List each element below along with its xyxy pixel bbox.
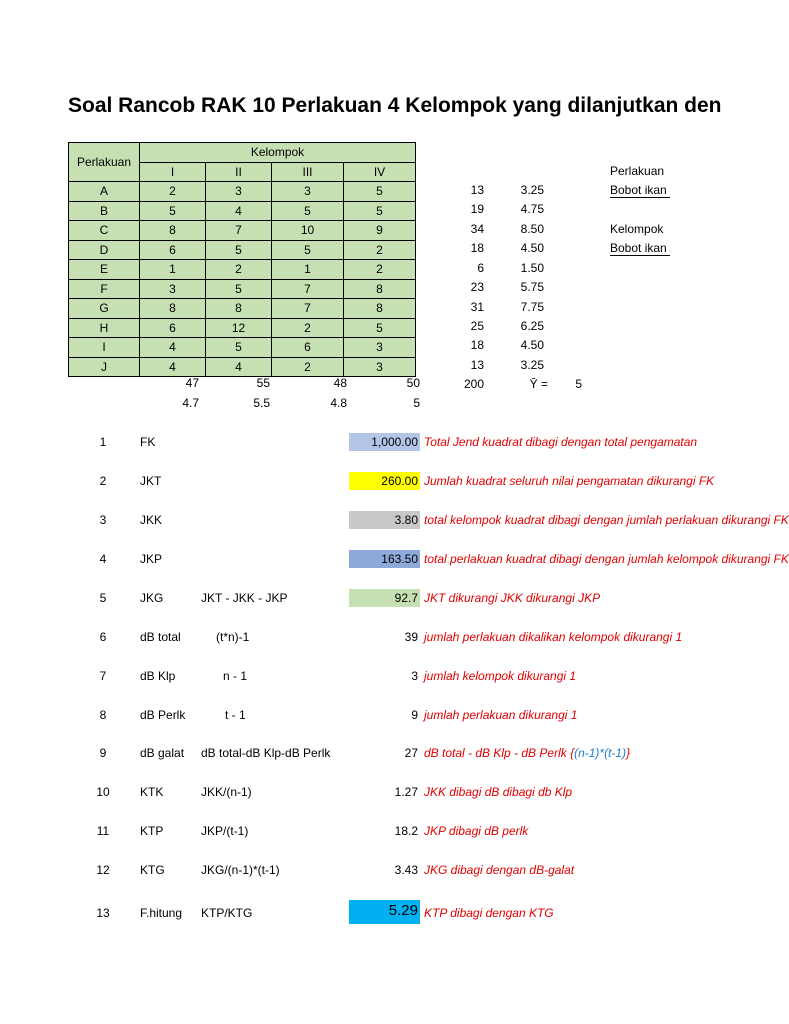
col-mean-4[interactable]: 5 [413,396,420,410]
calc-row-db-galat [0,746,768,766]
calc-code: JKG [140,591,164,605]
calc-number: 4 [99,552,107,566]
calc-row-ktg [0,863,768,883]
col-mean-3[interactable]: 4.8 [330,396,347,410]
row-mean[interactable]: 4.50 [520,241,544,255]
value-cell[interactable]: 5 [344,182,416,202]
calc-code: JKK [140,513,163,527]
value-cell[interactable]: 7 [272,279,344,299]
data-table [68,142,416,377]
calc-row-ktk [0,785,768,805]
value-cell[interactable]: 12 [206,318,272,338]
calc-code: dB Perlk [140,708,186,722]
calc-note: jumlah perlakuan dikurangi 1 [424,708,578,722]
row-total[interactable]: 25 [470,319,484,333]
calc-row-fk [0,435,768,455]
calc-value[interactable]: 1.27 [394,785,418,799]
row-mean[interactable]: 3.25 [520,358,544,372]
value-cell[interactable]: 8 [344,299,416,319]
calc-code: dB Klp [140,669,176,683]
value-cell[interactable]: 10 [272,221,344,241]
calc-row-jkp [0,552,789,572]
table-row [69,221,416,241]
calc-value[interactable]: 3.43 [394,863,418,877]
value-cell[interactable]: 2 [344,260,416,280]
row-total[interactable]: 34 [470,222,484,236]
value-cell[interactable]: 3 [272,182,344,202]
value-cell[interactable]: 2 [272,357,344,377]
value-cell[interactable]: 5 [206,279,272,299]
row-mean[interactable]: 4.50 [520,338,544,352]
value-cell[interactable]: 7 [206,221,272,241]
treatment-cell[interactable]: B [69,201,140,221]
calc-number: 1 [99,435,107,449]
value-cell[interactable]: 5 [344,201,416,221]
value-cell[interactable]: 4 [206,357,272,377]
row-total[interactable]: 19 [470,202,484,216]
calc-note: JKG dibagi dengan dB-galat [424,863,575,877]
treatment-cell[interactable]: J [69,357,140,377]
side-label-perlakuan: Perlakuan [610,164,665,178]
row-mean[interactable]: 4.75 [520,202,544,216]
value-cell[interactable]: 6 [140,318,206,338]
row-mean[interactable]: 8.50 [520,222,544,236]
value-cell[interactable]: 5 [344,318,416,338]
calc-value[interactable]: 27 [404,746,418,760]
row-mean[interactable]: 3.25 [520,183,544,197]
calc-note: Total Jend kuadrat dibagi dengan total pengamatan [424,435,698,449]
calc-number: 3 [99,513,107,527]
value-cell[interactable]: 5 [206,338,272,358]
calc-note: jumlah perlakuan dikalikan kelompok dikurangi 1 [424,630,683,644]
calc-number: 7 [99,669,107,683]
calc-value[interactable]: 163.50 [349,550,420,568]
value-cell[interactable]: 6 [272,338,344,358]
row-total[interactable]: 23 [470,280,484,294]
side-label-bobot-1: Bobot ikan [610,183,670,198]
col-sum-1[interactable]: 47 [185,376,199,390]
calc-row-db-klp [0,669,768,689]
value-cell[interactable]: 8 [140,299,206,319]
row-mean[interactable]: 5.75 [520,280,544,294]
value-cell[interactable]: 1 [272,260,344,280]
calc-row-db-total [0,630,768,650]
table-row [69,299,416,319]
calc-note: Jumlah kuadrat seluruh nilai pengamatan dikurangi FK [424,474,715,488]
calc-note: jumlah kelompok dikurangi 1 [424,669,577,683]
calc-formula: JKT - JKK - JKP [201,591,288,605]
calc-formula: dB total-dB Klp-dB Perlk [201,746,331,760]
calc-note: JKP dibagi dB perlk [424,824,529,838]
treatment-cell[interactable]: E [69,260,140,280]
value-cell[interactable]: 1 [140,260,206,280]
value-cell[interactable]: 9 [344,221,416,241]
table-row [69,260,416,280]
table-row [69,182,416,202]
treatment-cell[interactable]: D [69,240,140,260]
header-group-1[interactable]: I [140,162,206,182]
calc-formula: n - 1 [223,669,248,683]
value-cell[interactable]: 4 [206,201,272,221]
value-cell[interactable]: 3 [344,357,416,377]
table-header-row [69,143,416,163]
table-row [69,240,416,260]
calc-number: 2 [99,474,107,488]
value-cell[interactable]: 2 [140,182,206,202]
row-total[interactable]: 31 [470,300,484,314]
treatment-cell[interactable]: I [69,338,140,358]
calc-number: 12 [96,863,110,877]
calc-code: FK [140,435,156,449]
table-row [69,279,416,299]
calc-note: JKT dikurangi JKK dikurangi JKP [424,591,601,605]
col-sum-3[interactable]: 48 [333,376,347,390]
treatment-cell[interactable]: F [69,279,140,299]
header-group-4[interactable]: IV [344,162,416,182]
calc-value[interactable]: 18.2 [394,824,418,838]
calc-row-jkg [0,591,768,611]
grand-mean[interactable]: 5 [575,377,582,391]
value-cell[interactable]: 8 [140,221,206,241]
value-cell[interactable]: 3 [344,338,416,358]
calc-code: dB total [140,630,181,644]
row-total[interactable]: 13 [470,358,484,372]
calc-value[interactable]: 39 [404,630,418,644]
calc-row-ktp [0,824,768,844]
calc-code: KTG [140,863,165,877]
grand-mean-label: Ȳ = [529,377,548,391]
row-total[interactable]: 6 [477,261,484,275]
value-cell[interactable]: 5 [272,240,344,260]
col-mean-2[interactable]: 5.5 [253,396,270,410]
table-row [69,201,416,221]
calc-number: 5 [99,591,107,605]
calc-note [424,746,672,760]
calc-value[interactable]: 92.7 [349,589,420,607]
header-group-3[interactable]: III [272,162,344,182]
page-title: Soal Rancob RAK 10 Perlakuan 4 Kelompok yang dilanjutkan den [68,94,722,117]
calc-number: 8 [99,708,107,722]
calc-note: total kelompok kuadrat dibagi dengan jumlah perlakuan dikurangi FK [424,513,789,527]
calc-code: JKT [140,474,162,488]
value-cell[interactable]: 8 [206,299,272,319]
calc-formula: JKK/(n-1) [201,785,252,799]
calc-note-text: dB total - dB Klp - dB Perlk { [424,746,575,760]
value-cell[interactable]: 5 [206,240,272,260]
col-mean-1[interactable]: 4.7 [182,396,199,410]
value-cell[interactable]: 2 [206,260,272,280]
calc-note-formula: (n-1)*(t-1) [574,746,627,760]
col-sum-4[interactable]: 50 [406,376,420,390]
treatment-cell[interactable]: C [69,221,140,241]
calc-formula: KTP/KTG [201,906,253,920]
table-row [69,338,416,358]
calc-value[interactable]: 260.00 [349,472,420,490]
calc-row-jkk [0,513,789,533]
calc-note: total perlakuan kuadrat dibagi dengan jumlah kelompok dikurangi FK [424,552,789,566]
value-cell[interactable]: 5 [272,201,344,221]
calc-number: 6 [99,630,107,644]
row-total[interactable]: 18 [470,241,484,255]
calc-code: KTP [140,824,164,838]
calc-formula: (t*n)-1 [216,630,250,644]
value-cell[interactable]: 3 [140,279,206,299]
calc-row-db-perlk [0,708,768,728]
row-mean[interactable]: 1.50 [520,261,544,275]
value-cell[interactable]: 4 [140,338,206,358]
col-sum-2[interactable]: 55 [256,376,270,390]
calc-value[interactable]: 3 [411,669,418,683]
calc-formula: JKP/(t-1) [201,824,249,838]
calc-value[interactable]: 9 [411,708,418,722]
table-row [69,318,416,338]
calc-row-jkt [0,474,768,494]
treatment-cell[interactable]: G [69,299,140,319]
grand-total[interactable]: 200 [463,377,484,391]
row-mean[interactable]: 6.25 [520,319,544,333]
row-mean[interactable]: 7.75 [520,300,544,314]
calc-value[interactable]: 5.29 [349,900,420,924]
side-label-kelompok: Kelompok [610,222,664,236]
value-cell[interactable]: 2 [272,318,344,338]
value-cell[interactable]: 7 [272,299,344,319]
header-kelompok[interactable]: Kelompok [140,143,416,163]
calc-code: KTK [140,785,164,799]
calc-code: dB galat [140,746,185,760]
calc-number: 10 [96,785,110,799]
calc-row-f-hitung [0,902,768,926]
calc-value[interactable]: 1,000.00 [349,433,420,451]
value-cell[interactable]: 4 [140,357,206,377]
calc-note-close: } [626,746,631,760]
value-cell[interactable]: 6 [140,240,206,260]
calc-number: 9 [99,746,107,760]
value-cell[interactable]: 8 [344,279,416,299]
calc-code: JKP [140,552,163,566]
treatment-cell[interactable]: A [69,182,140,202]
calc-value[interactable]: 3.80 [349,511,420,529]
calc-number: 11 [96,824,110,838]
calc-code: F.hitung [140,906,183,920]
calc-formula: t - 1 [225,708,246,722]
row-total[interactable]: 18 [470,338,484,352]
value-cell[interactable]: 2 [344,240,416,260]
row-total[interactable]: 13 [470,183,484,197]
side-label-bobot-2: Bobot ikan [610,241,670,256]
treatment-cell[interactable]: H [69,318,140,338]
header-perlakuan[interactable]: Perlakuan [69,143,140,182]
calc-formula: JKG/(n-1)*(t-1) [201,863,280,877]
value-cell[interactable]: 5 [140,201,206,221]
calc-number: 13 [96,906,110,920]
header-group-2[interactable]: II [206,162,272,182]
calc-note: KTP dibagi dengan KTG [424,906,554,920]
table-row [69,357,416,377]
value-cell[interactable]: 3 [206,182,272,202]
calc-note: JKK dibagi dB dibagi db Klp [424,785,573,799]
